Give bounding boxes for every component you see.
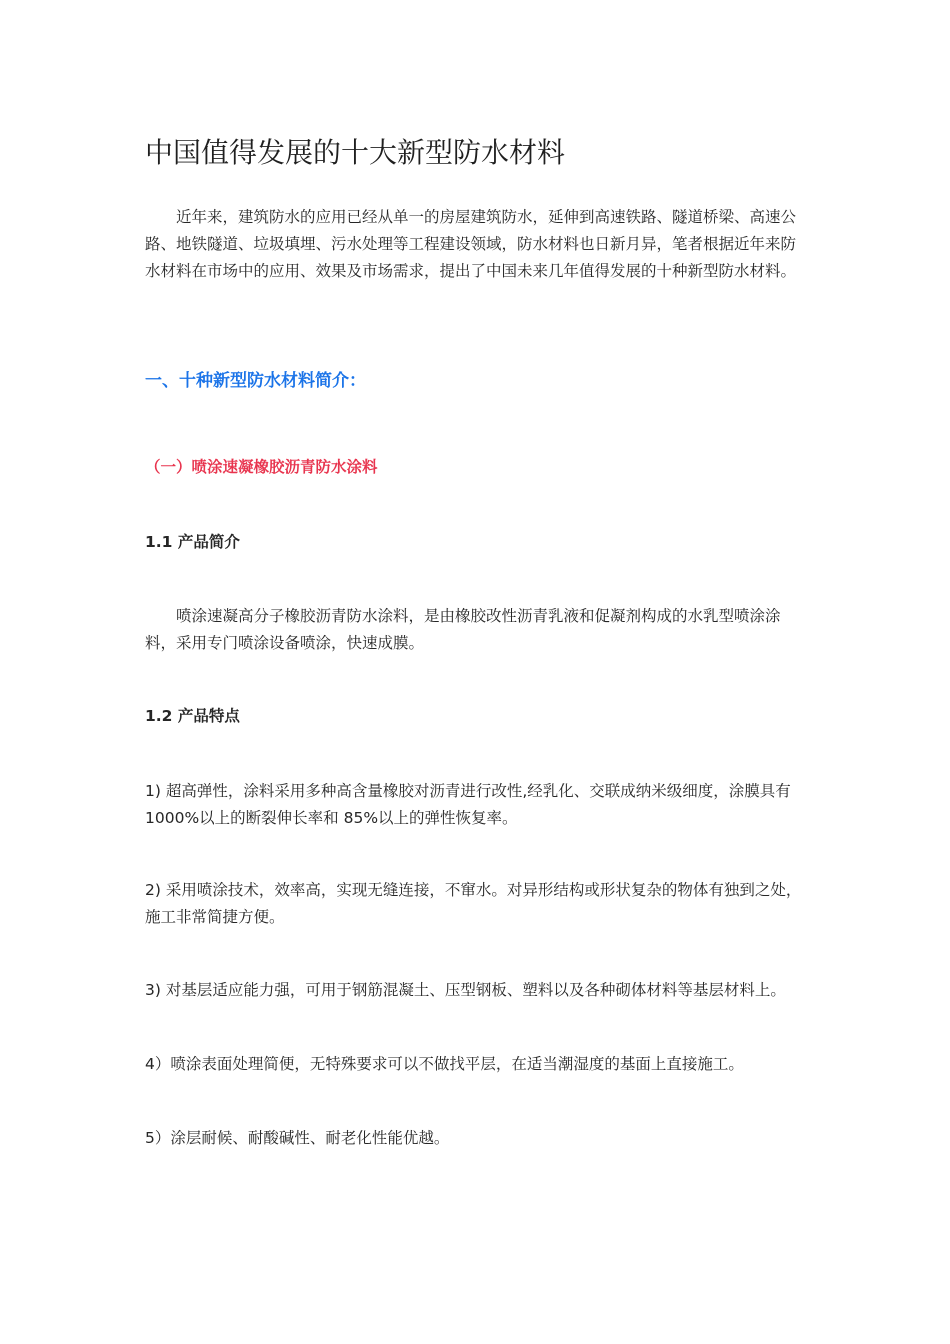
feature-item-3: 3) 对基层适应能力强，可用于钢筋混凝土、压型钢板、塑料以及各种砌体材料等基层材料上。 — [145, 981, 786, 999]
section-heading: 一、十种新型防水材料简介： — [145, 371, 366, 391]
feature-item-5: 5）涂层耐候、耐酸碱性、耐老化性能优越。 — [145, 1129, 450, 1147]
feature-item-1: 1) 超高弹性，涂料采用多种高含量橡胶对沥青进行改性,经乳化、交联成纳米级细度，涂膜具有 1000%以上的断裂伸长率和 85%以上的弹性恢复率。 — [145, 782, 791, 827]
feature-item-2: 2) 采用喷涂技术，效率高，实现无缝连接，不窜水。对异形结构或形状复杂的物体有独到之处，施工非常简捷方便。 — [145, 881, 802, 926]
intro-paragraph: 近年来，建筑防水的应用已经从单一的房屋建筑防水，延伸到高速铁路、隧道桥梁、高速公路、地铁隧道、垃圾填埋、污水处理等工程建设领域，防水材料也日新月异，笔者根据近年来防水材料在市场中的应用、效果及市场需求，提出了中国未来几年值得发展的十种新型防水材料。 — [145, 208, 797, 280]
subsection-heading: （一）喷涂速凝橡胶沥青防水涂料 — [145, 458, 378, 476]
product-intro-paragraph: 喷涂速凝高分子橡胶沥青防水涂料，是由橡胶改性沥青乳液和促凝剂构成的水乳型喷涂涂料，采用专门喷涂设备喷涂，快速成膜。 — [145, 607, 781, 652]
product-intro-heading: 1.1 产品简介 — [145, 533, 240, 551]
feature-item-4: 4）喷涂表面处理简便，无特殊要求可以不做找平层，在适当潮湿度的基面上直接施工。 — [145, 1055, 744, 1073]
product-features-heading: 1.2 产品特点 — [145, 707, 240, 725]
document-title: 中国值得发展的十大新型防水材料 — [145, 136, 566, 169]
